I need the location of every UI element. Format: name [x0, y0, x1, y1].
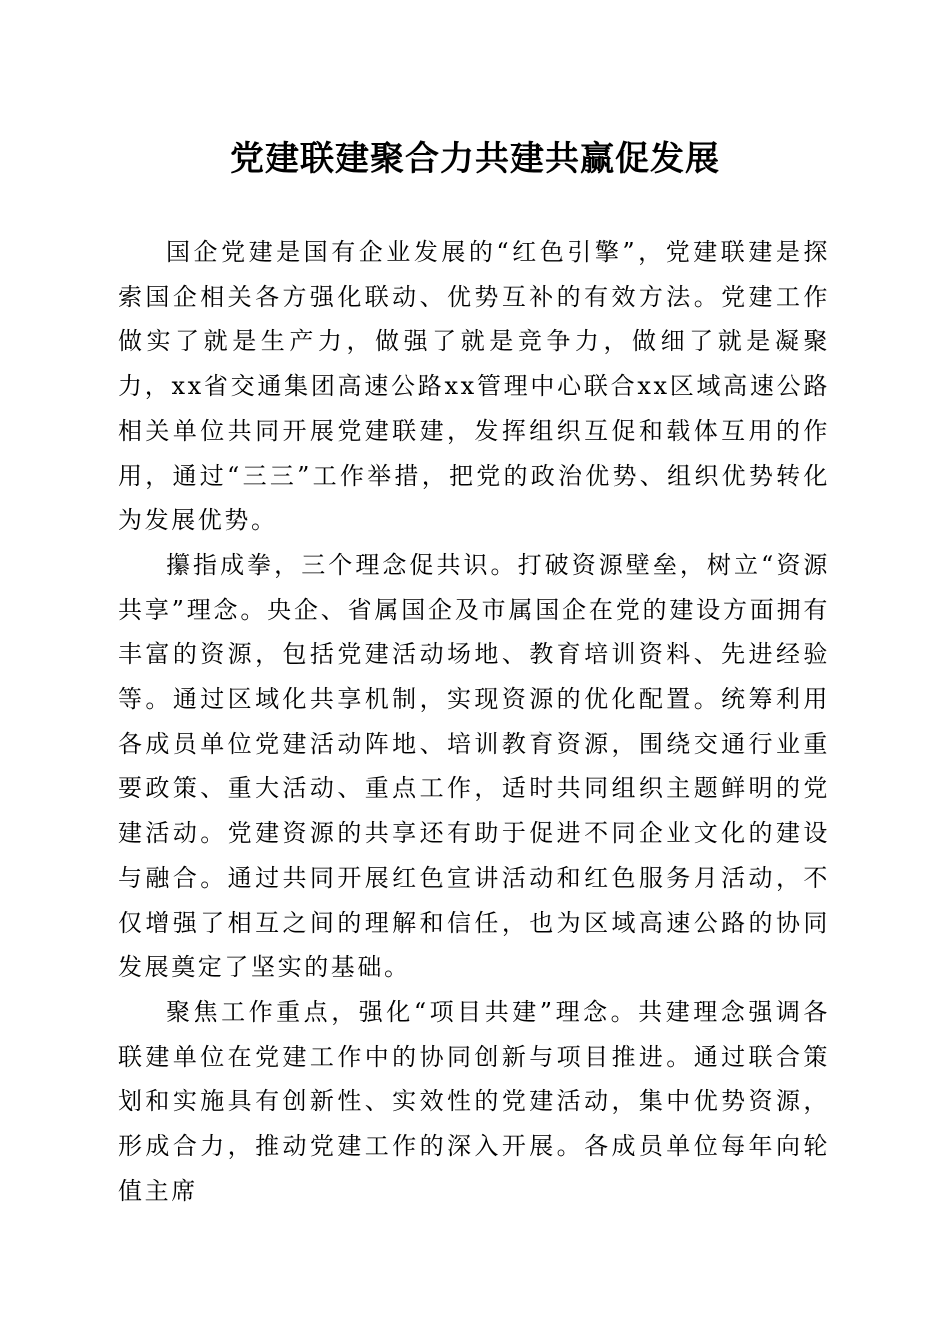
document-title: 党建联建聚合力共建共赢促发展	[230, 139, 720, 179]
paragraph-intro: 国企党建是国有企业发展的“红色引擎”，党建联建是探索国企相关各方强化联动、优势互补的有效方法。党建工作做实了就是生产力，做强了就是竞争力，做细了就是凝聚力，xx省交通集团高速公路xx管理中心联合xx区域高速公路相关单位共同开展党建联建，发挥组织互促和载体互用的作用，通过“三三”工作举措，把党的政治优势、组织优势转化为发展优势。	[118, 238, 830, 535]
paragraph-resource-sharing: 攥指成拳，三个理念促共识。打破资源壁垒，树立“资源共享”理念。央企、省属国企及市属国企在党的建设方面拥有丰富的资源，包括党建活动场地、教育培训资料、先进经验等。通过区域化共享机制，实现资源的优化配置。统筹利用各成员单位党建活动阵地、培训教育资源，围绕交通行业重要政策、重大活动、重点工作，适时共同组织主题鲜明的党建活动。党建资源的共享还有助于促进不同企业文化的建设与融合。通过共同开展红色宣讲活动和红色服务月活动，不仅增强了相互之间的理解和信任，也为区域高速公路的协同发展奠定了坚实的基础。	[118, 550, 830, 982]
paragraph-project-co-building: 聚焦工作重点，强化“项目共建”理念。共建理念强调各联建单位在党建工作中的协同创新与项目推进。通过联合策划和实施具有创新性、实效性的党建活动，集中优势资源，形成合力，推动党建工作的深入开展。各成员单位每年向轮值主席	[118, 997, 830, 1205]
document-body	[118, 230, 830, 1213]
